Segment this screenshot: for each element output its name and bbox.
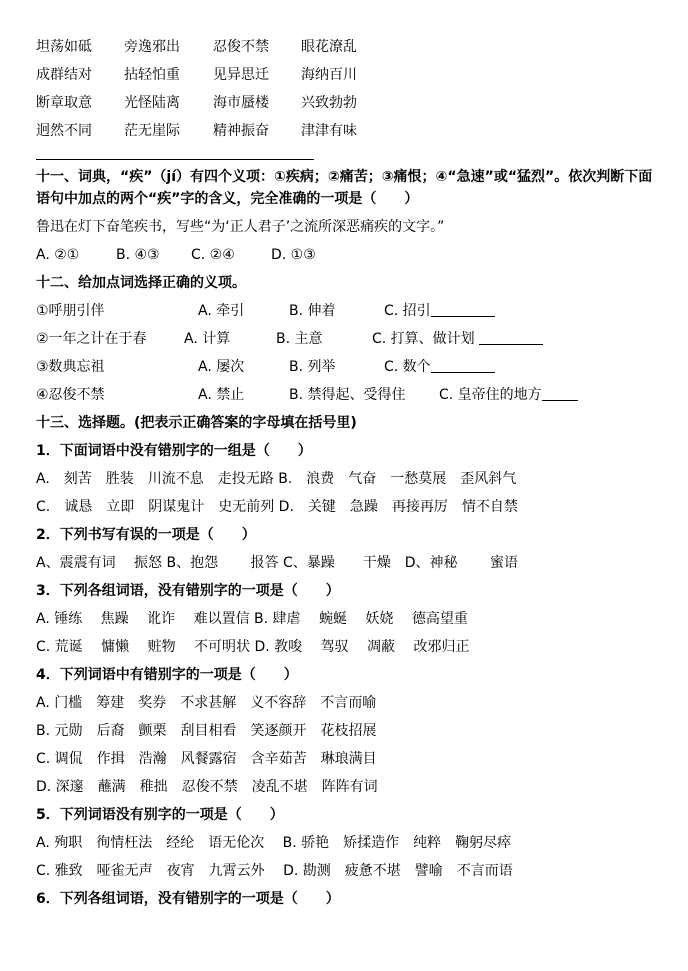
q13-3-title: 3．下列各组词语，没有错别字的一项是（ ） bbox=[36, 583, 340, 599]
q11-options bbox=[36, 241, 666, 269]
idiom: 坦荡如砥 bbox=[36, 39, 92, 55]
q12-option-c[interactable] bbox=[372, 325, 543, 353]
idiom: 光怪陆离 bbox=[124, 95, 180, 111]
answer-blank[interactable] bbox=[542, 386, 578, 401]
q12-item bbox=[36, 325, 666, 353]
q13-4-title: 4．下列词语中有错别字的一项是（ ） bbox=[36, 667, 298, 683]
idiom-grid bbox=[36, 33, 666, 145]
answer-blank[interactable] bbox=[431, 358, 495, 373]
q12-option-a[interactable]: A. 禁止 bbox=[198, 387, 245, 403]
q12-stem: ③数典忘祖 bbox=[36, 359, 105, 375]
idiom: 茫无崖际 bbox=[124, 123, 180, 139]
q12-stem: ①呼朋引伴 bbox=[36, 303, 105, 319]
q12-option-c-label: C. 招引 bbox=[384, 303, 431, 319]
q12-option-c[interactable] bbox=[439, 381, 578, 409]
answer-line[interactable] bbox=[36, 145, 666, 163]
q12-option-b[interactable]: B. 伸着 bbox=[289, 303, 336, 319]
idiom: 迥然不同 bbox=[36, 123, 92, 139]
idiom: 海市蜃楼 bbox=[213, 95, 269, 111]
q12-item bbox=[36, 381, 666, 409]
idiom: 成群结对 bbox=[36, 67, 92, 83]
idiom-row bbox=[36, 61, 666, 89]
q13-4-line[interactable]: C. 调侃 作揖 浩瀚 风餐露宿 含辛茹苦 琳琅满目 bbox=[36, 751, 377, 767]
q12-option-a[interactable]: A. 计算 bbox=[184, 331, 231, 347]
idiom-row bbox=[36, 33, 666, 61]
q13-heading: 十三、选择题。(把表示正确答案的字母填在括号里) bbox=[36, 415, 357, 431]
idiom-row bbox=[36, 117, 666, 145]
q12-option-c-label: C. 皇帝住的地方 bbox=[439, 387, 542, 403]
q12-option-a[interactable]: A. 屡次 bbox=[198, 359, 245, 375]
idiom: 忍俊不禁 bbox=[213, 39, 269, 55]
q12-heading: 十二、给加点词选择正确的义项。 bbox=[36, 275, 246, 291]
q12-option-c-label: C. 数个 bbox=[384, 359, 431, 375]
q13-2-line[interactable]: A、震震有词 振怒 B、抱怨 报答 C、暴躁 干燥 D、神秘 蜜语 bbox=[36, 555, 518, 571]
q13-3-line[interactable]: C. 荒诞 慵懒 赃物 不可明状 D. 教唆 驾驭 凋蔽 改邪归正 bbox=[36, 639, 470, 655]
q13-5-line[interactable]: A. 殉职 徇情枉法 经纶 语无伦次 B. 骄艳 矫揉造作 纯粹 鞠躬尽瘁 bbox=[36, 835, 512, 851]
q12-option-b[interactable]: B. 禁得起、受得住 bbox=[289, 387, 406, 403]
idiom: 拈轻怕重 bbox=[124, 67, 180, 83]
q13-3-line[interactable]: A. 锤练 焦躁 讹诈 难以置信 B. 肆虐 蜿蜒 妖娆 德高望重 bbox=[36, 611, 468, 627]
q12-stem: ②一年之计在于春 bbox=[36, 331, 147, 347]
idiom: 精神振奋 bbox=[213, 123, 269, 139]
q11-option-d[interactable]: D. ①③ bbox=[271, 247, 316, 263]
q13-4-line[interactable]: B. 元勋 后裔 颤栗 刮目相看 笑逐颜开 花枝招展 bbox=[36, 723, 377, 739]
q12-stem: ④忍俊不禁 bbox=[36, 387, 105, 403]
q11-option-a[interactable]: A. ②① bbox=[36, 247, 80, 263]
q13-1-line[interactable]: A. 刻苦 胜装 川流不息 走投无路 B. 浪费 气奋 一愁莫展 歪风斜气 bbox=[36, 471, 517, 487]
q11-heading: 十一、词典，“疾”（jí）有四个义项：①疾病；②痛苦；③痛恨；④“急速”或“猛烈”。依次判断下面语句中加点的两个“疾”字的含义，完全准确的一项是（ ） bbox=[36, 169, 653, 207]
q12-option-b[interactable]: B. 主意 bbox=[276, 331, 323, 347]
q13-2-title: 2．下列书写有误的一项是（ ） bbox=[36, 527, 256, 543]
q13-1-title: 1．下面词语中没有错别字的一组是（ ） bbox=[36, 443, 312, 459]
idiom: 兴致勃勃 bbox=[301, 95, 357, 111]
q11-option-c[interactable]: C. ②④ bbox=[191, 247, 235, 263]
q13-1-line[interactable]: C. 诚恳 立即 阴谋鬼计 史无前列 D. 关键 急躁 再接再厉 情不自禁 bbox=[36, 499, 518, 515]
q12-option-c[interactable] bbox=[384, 297, 495, 325]
q12-item bbox=[36, 297, 666, 325]
worksheet-page bbox=[36, 33, 666, 913]
q11-option-b[interactable]: B. ④③ bbox=[116, 247, 160, 263]
q11-sentence: 鲁迅在灯下奋笔疾书，写些“为‘正人君子’之流所深恶痛疾的文字。” bbox=[36, 219, 445, 235]
q13-6-title: 6．下列各组词语，没有错别字的一项是（ ） bbox=[36, 891, 340, 907]
idiom: 海纳百川 bbox=[301, 67, 357, 83]
answer-blank[interactable] bbox=[479, 330, 543, 345]
idiom: 见异思迁 bbox=[213, 67, 269, 83]
idiom-row bbox=[36, 89, 666, 117]
q13-5-line[interactable]: C. 雅致 哑雀无声 夜宵 九霄云外 D. 勘测 疲惫不堪 譬喻 不言而语 bbox=[36, 863, 513, 879]
idiom: 旁逸邪出 bbox=[124, 39, 180, 55]
q13-4-line[interactable]: D. 深邃 蘸满 稚拙 忍俊不禁 凌乱不堪 阵阵有词 bbox=[36, 779, 378, 795]
q12-option-c-label: C. 打算、做计划 bbox=[372, 331, 475, 347]
q12-option-a[interactable]: A. 牵引 bbox=[198, 303, 245, 319]
q12-option-c[interactable] bbox=[384, 353, 495, 381]
idiom: 津津有味 bbox=[301, 123, 357, 139]
q12-item bbox=[36, 353, 666, 381]
idiom: 眼花潦乱 bbox=[301, 39, 357, 55]
answer-blank[interactable] bbox=[431, 302, 495, 317]
q13-4-line[interactable]: A. 门槛 筹建 奖券 不求甚解 义不容辞 不言而喻 bbox=[36, 695, 377, 711]
idiom: 断章取意 bbox=[36, 95, 92, 111]
q12-option-b[interactable]: B. 列举 bbox=[289, 359, 336, 375]
q13-5-title: 5．下列词语没有别字的一项是（ ） bbox=[36, 807, 284, 823]
